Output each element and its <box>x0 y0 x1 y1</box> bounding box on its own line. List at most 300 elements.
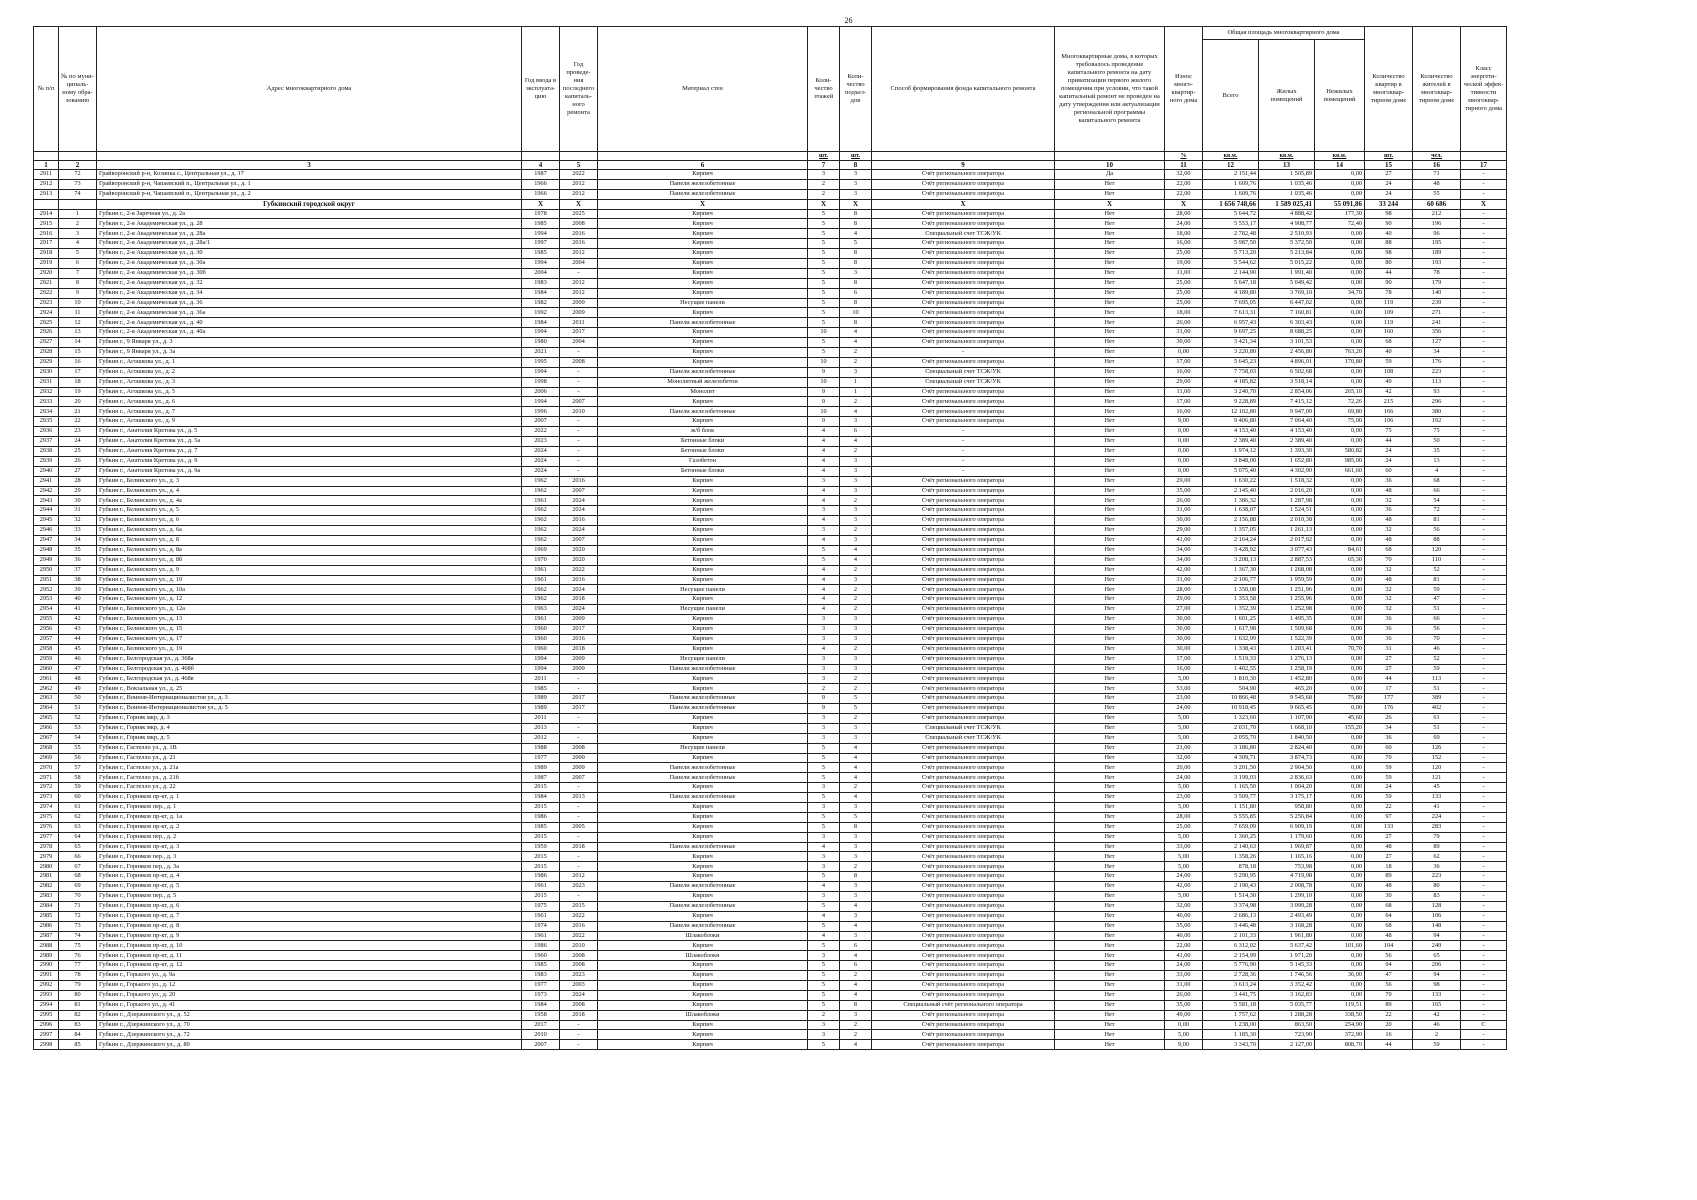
cell-area-living: 1 107,90 <box>1259 713 1315 723</box>
cell-num: 2980 <box>34 862 59 872</box>
cell-area-total: 5 644,72 <box>1203 209 1259 219</box>
cell-year-built: 1961 <box>522 496 560 506</box>
cell-area-total: 2 728,36 <box>1203 971 1259 981</box>
cell-year-built: 1974 <box>522 921 560 931</box>
cell-area-living: 3 168,28 <box>1259 921 1315 931</box>
cell-need-repair: Нет <box>1055 209 1165 219</box>
table-row <box>34 901 1507 911</box>
cell-entrances: 10 <box>840 308 872 318</box>
cell-area-nonliving: 69,80 <box>1315 407 1365 417</box>
cell-fund: Счёт регионального оператора <box>872 278 1055 288</box>
cell-walls: Кирпич <box>598 911 808 921</box>
cell-year-built: 1985 <box>522 961 560 971</box>
cell-apartments: 24 <box>1365 456 1413 466</box>
cell-address: Губкин г., Горняков пр-кт, д. 2 <box>97 822 522 832</box>
cell-need-repair: Нет <box>1055 1010 1165 1020</box>
cell-num: 2915 <box>34 219 59 229</box>
cell-residents: 179 <box>1413 278 1461 288</box>
cell-area-total: 2 686,13 <box>1203 911 1259 921</box>
cell-address: Губкин г., Белгородская ул., д. 368а <box>97 654 522 664</box>
cell-area-total: 1 632,99 <box>1203 634 1259 644</box>
cell-year-repair: - <box>560 437 598 447</box>
cell-entrances: 3 <box>840 624 872 634</box>
cell-year-built: 1996 <box>522 407 560 417</box>
cell-year-built: 2013 <box>522 723 560 733</box>
cell-area-nonliving: 0,00 <box>1315 338 1365 348</box>
cell-need-repair: Нет <box>1055 654 1165 664</box>
cell-area-total: 2 031,70 <box>1203 723 1259 733</box>
cell-area-living: 9 665,45 <box>1259 704 1315 714</box>
cell-fund: Счёт регионального оператора <box>872 357 1055 367</box>
cell-floors: 4 <box>808 565 840 575</box>
cell-fund: Счёт регионального оператора <box>872 664 1055 674</box>
cell-entrances: 3 <box>840 367 872 377</box>
cell-entrances: 3 <box>840 733 872 743</box>
cell-year-built: 2024 <box>522 446 560 456</box>
cell-area-living: 3 518,14 <box>1259 377 1315 387</box>
cell-walls: Кирпич <box>598 308 808 318</box>
cell-area-nonliving: 170,80 <box>1315 357 1365 367</box>
cell-area-total: 9 228,89 <box>1203 397 1259 407</box>
cell-floors: 5 <box>808 555 840 565</box>
cell-year-repair: 2016 <box>560 575 598 585</box>
cell-energy: - <box>1461 892 1507 902</box>
cell-entrances: 2 <box>840 348 872 358</box>
cell-apartments: 34 <box>1365 723 1413 733</box>
cell-entrances: 4 <box>840 763 872 773</box>
cell-walls: Кирпич <box>598 268 808 278</box>
cell-num: 2924 <box>34 308 59 318</box>
cell-apartments: 32 <box>1365 605 1413 615</box>
cell-address: Губкин г., Горького ул., д. 12 <box>97 981 522 991</box>
cell-year-built: 1983 <box>522 971 560 981</box>
cell-address: Губкин г., Агошкова ул., д. 9 <box>97 417 522 427</box>
cell-area-total: 1 367,30 <box>1203 565 1259 575</box>
cell-need-repair: Нет <box>1055 585 1165 595</box>
cell-year-repair: 2005 <box>560 822 598 832</box>
cell-area-living: 1 287,98 <box>1259 496 1315 506</box>
cell-year-repair: 2016 <box>560 921 598 931</box>
cell-wear: 31,00 <box>1165 506 1203 516</box>
cell-apartments: 98 <box>1365 209 1413 219</box>
cell-area-total: 3 848,00 <box>1203 456 1259 466</box>
cell-walls: Кирпич <box>598 624 808 634</box>
cell-energy: - <box>1461 684 1507 694</box>
cell-area-living: 1 251,96 <box>1259 585 1315 595</box>
cell-year-built: 1987 <box>522 170 560 180</box>
cell-apartments: 44 <box>1365 268 1413 278</box>
cell-wear: X <box>1165 199 1203 209</box>
cell-entrances: 4 <box>840 990 872 1000</box>
cell-apartments: 24 <box>1365 446 1413 456</box>
cell-address: Губкин г., 2-я Академическая ул., д. 34 <box>97 288 522 298</box>
cell-year-repair: - <box>560 456 598 466</box>
cell-area-nonliving: 119,51 <box>1315 1000 1365 1010</box>
cell-residents: 47 <box>1413 595 1461 605</box>
cell-address: Губкин г., Белинского ул., д. 15 <box>97 624 522 634</box>
cell-area-living: 5 145,33 <box>1259 961 1315 971</box>
cell-entrances: 3 <box>840 268 872 278</box>
cell-area-total: 2 190,43 <box>1203 882 1259 892</box>
cell-area-total: 3 199,03 <box>1203 773 1259 783</box>
cell-area-living: 1 276,13 <box>1259 654 1315 664</box>
cell-mun-num: 32 <box>59 516 97 526</box>
cell-wear: 31,00 <box>1165 575 1203 585</box>
cell-area-nonliving: 265,10 <box>1315 387 1365 397</box>
cell-area-total: 2 145,40 <box>1203 486 1259 496</box>
cell-mun-num: 55 <box>59 743 97 753</box>
cell-num: 2928 <box>34 348 59 358</box>
cell-walls: Кирпич <box>598 733 808 743</box>
cell-floors: 3 <box>808 832 840 842</box>
cell-floors: 3 <box>808 526 840 536</box>
column-number: 7 <box>808 161 840 170</box>
cell-year-built: 1982 <box>522 298 560 308</box>
cell-fund: - <box>872 446 1055 456</box>
table-row <box>34 397 1507 407</box>
cell-floors: 4 <box>808 427 840 437</box>
cell-num: 2971 <box>34 773 59 783</box>
cell-walls: Кирпич <box>598 496 808 506</box>
cell-area-living: 1 509,68 <box>1259 624 1315 634</box>
col-header-need-repair: Многоквартирные дома, в которых требовалось проведение капитального ремонта на дату приватизации первого жилого помещения при условии, что такой капитальный ремонт не проведен на дату утверждения или актуализации региональной программы капитального ремонта <box>1055 27 1165 152</box>
cell-floors: 5 <box>808 971 840 981</box>
cell-fund: Счёт регионального оператора <box>872 941 1055 951</box>
cell-need-repair: Нет <box>1055 971 1165 981</box>
cell-year-repair: 2024 <box>560 506 598 516</box>
cell-mun-num: 28 <box>59 476 97 486</box>
cell-wear: 30,00 <box>1165 338 1203 348</box>
cell-floors: 5 <box>808 239 840 249</box>
cell-year-repair: 2009 <box>560 654 598 664</box>
cell-energy: - <box>1461 209 1507 219</box>
cell-walls: Несущие панели <box>598 585 808 595</box>
cell-need-repair: Нет <box>1055 882 1165 892</box>
cell-area-total: 5 987,50 <box>1203 239 1259 249</box>
cell-year-built: 2006 <box>522 387 560 397</box>
cell-residents: 65 <box>1413 951 1461 961</box>
cell-need-repair: X <box>1055 199 1165 209</box>
cell-mun-num: 72 <box>59 170 97 180</box>
cell-floors: 5 <box>808 872 840 882</box>
cell-num: 2939 <box>34 456 59 466</box>
cell-wear: 24,00 <box>1165 773 1203 783</box>
cell-residents: 68 <box>1413 476 1461 486</box>
cell-mun-num: 3 <box>59 229 97 239</box>
cell-area-living: 1 518,32 <box>1259 476 1315 486</box>
column-number: 17 <box>1461 161 1507 170</box>
cell-mun-num: 76 <box>59 951 97 961</box>
cell-address: Губкин г., Горняков пер., д. 3 <box>97 852 522 862</box>
cell-year-built: 2022 <box>522 427 560 437</box>
cell-mun-num: 19 <box>59 387 97 397</box>
column-number: 13 <box>1259 161 1315 170</box>
cell-fund: Счёт регионального оператора <box>872 812 1055 822</box>
cell-wear: 19,00 <box>1165 259 1203 269</box>
cell-walls: Монолит <box>598 387 808 397</box>
cell-mun-num: 54 <box>59 733 97 743</box>
cell-residents: 71 <box>1413 170 1461 180</box>
cell-year-repair: 2022 <box>560 931 598 941</box>
cell-fund: Счёт регионального оператора <box>872 308 1055 318</box>
cell-area-total: 5 290,95 <box>1203 872 1259 882</box>
table-row <box>34 170 1507 180</box>
cell-num: 2985 <box>34 911 59 921</box>
cell-residents: 241 <box>1413 318 1461 328</box>
cell-address: Губкин г., Вокзальная ул., д. 25 <box>97 684 522 694</box>
cell-floors: 5 <box>808 1040 840 1050</box>
cell-fund: Счёт регионального оператора <box>872 1030 1055 1040</box>
cell-residents: 93 <box>1413 387 1461 397</box>
cell-year-built: 1977 <box>522 753 560 763</box>
cell-floors: 4 <box>808 575 840 585</box>
cell-wear: 16,00 <box>1165 407 1203 417</box>
cell-floors: 5 <box>808 753 840 763</box>
cell-area-living: 2 016,20 <box>1259 486 1315 496</box>
cell-walls: Панели железобетонные <box>598 694 808 704</box>
cell-mun-num: 34 <box>59 535 97 545</box>
cell-floors: 2 <box>808 189 840 199</box>
cell-apartments: 40 <box>1365 348 1413 358</box>
cell-energy: - <box>1461 832 1507 842</box>
cell-area-total: 1 350,08 <box>1203 585 1259 595</box>
cell-residents: 223 <box>1413 367 1461 377</box>
cell-area-nonliving: 0,00 <box>1315 961 1365 971</box>
cell-address: Губкин г., Воинов-Интернационалистов ул., д. 3 <box>97 694 522 704</box>
cell-num: 2930 <box>34 367 59 377</box>
cell-residents: 283 <box>1413 822 1461 832</box>
cell-need-repair: Нет <box>1055 733 1165 743</box>
cell-need-repair: Нет <box>1055 634 1165 644</box>
column-number: 9 <box>872 161 1055 170</box>
cell-year-repair: 2024 <box>560 585 598 595</box>
cell-area-living: 753,98 <box>1259 862 1315 872</box>
cell-year-built: 2015 <box>522 862 560 872</box>
cell-apartments: 68 <box>1365 901 1413 911</box>
cell-area-nonliving: 70,70 <box>1315 644 1365 654</box>
cell-area-total: 5 647,18 <box>1203 278 1259 288</box>
cell-num: 2977 <box>34 832 59 842</box>
cell-floors: 3 <box>808 654 840 664</box>
cell-walls: Панели железобетонные <box>598 407 808 417</box>
cell-area-living: 1 746,56 <box>1259 971 1315 981</box>
cell-year-built: 2010 <box>522 1030 560 1040</box>
cell-floors: 5 <box>808 545 840 555</box>
table-row <box>34 664 1507 674</box>
cell-floors: 5 <box>808 348 840 358</box>
cell-wear: 25,00 <box>1165 822 1203 832</box>
cell-wear: 28,00 <box>1165 209 1203 219</box>
cell-apartments: 32 <box>1365 595 1413 605</box>
cell-entrances: 5 <box>840 239 872 249</box>
cell-area-total: 1 357,05 <box>1203 526 1259 536</box>
cell-address: Грайворонский р-н, Чапаевский п., Центральная ул., д. 2 <box>97 189 522 199</box>
cell-area-living: 1 261,13 <box>1259 526 1315 536</box>
cell-area-living: 1 258,19 <box>1259 664 1315 674</box>
cell-fund: Счёт регионального оператора <box>872 822 1055 832</box>
cell-apartments: 36 <box>1365 624 1413 634</box>
cell-entrances: 3 <box>840 417 872 427</box>
cell-area-living: 2 854,06 <box>1259 387 1315 397</box>
cell-residents: 113 <box>1413 674 1461 684</box>
cell-mun-num: 53 <box>59 723 97 733</box>
cell-floors: 4 <box>808 466 840 476</box>
cell-floors: 4 <box>808 437 840 447</box>
table-row <box>34 427 1507 437</box>
cell-mun-num: 85 <box>59 1040 97 1050</box>
cell-mun-num: 84 <box>59 1030 97 1040</box>
cell-floors: 3 <box>808 615 840 625</box>
cell-address: Губкин г., Горького ул., д. 9а <box>97 971 522 981</box>
cell-year-built: 1963 <box>522 605 560 615</box>
cell-area-total: 1 151,80 <box>1203 803 1259 813</box>
cell-need-repair: Нет <box>1055 565 1165 575</box>
cell-area-nonliving: 177,30 <box>1315 209 1365 219</box>
cell-mun-num: 48 <box>59 674 97 684</box>
cell-floors: 5 <box>808 209 840 219</box>
cell-residents: 72 <box>1413 506 1461 516</box>
cell-num: 2975 <box>34 812 59 822</box>
cell-floors: 3 <box>808 624 840 634</box>
cell-entrances: 3 <box>840 179 872 189</box>
cell-year-repair: - <box>560 832 598 842</box>
cell-area-nonliving: 0,00 <box>1315 427 1365 437</box>
cell-need-repair: Нет <box>1055 713 1165 723</box>
cell-mun-num: 1 <box>59 209 97 219</box>
cell-address: Губкин г., Агошкова ул., д. 2 <box>97 367 522 377</box>
cell-wear: 26,00 <box>1165 318 1203 328</box>
cell-energy: - <box>1461 634 1507 644</box>
cell-fund: Счёт регионального оператора <box>872 911 1055 921</box>
cell-apartments: 97 <box>1365 812 1413 822</box>
cell-apartments: 89 <box>1365 872 1413 882</box>
cell-energy: - <box>1461 812 1507 822</box>
cell-mun-num: 22 <box>59 417 97 427</box>
cell-num: 2982 <box>34 882 59 892</box>
cell-num: 2987 <box>34 931 59 941</box>
cell-area-total: 1 519,33 <box>1203 654 1259 664</box>
cell-year-built: 1992 <box>522 308 560 318</box>
cell-fund: Счёт регионального оператора <box>872 555 1055 565</box>
cell-mun-num: 72 <box>59 911 97 921</box>
cell-walls: Кирпич <box>598 545 808 555</box>
cell-area-total: 1 185,30 <box>1203 1030 1259 1040</box>
cell-num: 2936 <box>34 427 59 437</box>
col-header-entrances: Коли-чество подъез-дов <box>840 27 872 152</box>
cell-residents: 88 <box>1413 535 1461 545</box>
cell-year-repair: 2023 <box>560 971 598 981</box>
table-row <box>34 1040 1507 1050</box>
cell-need-repair: Нет <box>1055 832 1165 842</box>
cell-area-total: 1 609,76 <box>1203 189 1259 199</box>
cell-area-nonliving: 0,00 <box>1315 486 1365 496</box>
cell-apartments: 36 <box>1365 476 1413 486</box>
cell-year-repair: 2016 <box>560 516 598 526</box>
cell-area-nonliving: 0,00 <box>1315 179 1365 189</box>
cell-area-total: 5 075,40 <box>1203 466 1259 476</box>
cell-entrances: 3 <box>840 189 872 199</box>
cell-mun-num: 42 <box>59 615 97 625</box>
cell-area-living: 1 255,96 <box>1259 595 1315 605</box>
cell-need-repair: Нет <box>1055 496 1165 506</box>
table-row <box>34 921 1507 931</box>
cell-mun-num: 47 <box>59 664 97 674</box>
cell-energy: - <box>1461 921 1507 931</box>
cell-entrances: 2 <box>840 357 872 367</box>
cell-energy: С <box>1461 1020 1507 1030</box>
cell-area-living: 2 017,92 <box>1259 535 1315 545</box>
cell-area-total: 2 140,63 <box>1203 842 1259 852</box>
cell-mun-num: 23 <box>59 427 97 437</box>
cell-wear: 0,00 <box>1165 466 1203 476</box>
cell-need-repair: Нет <box>1055 476 1165 486</box>
cell-energy: - <box>1461 189 1507 199</box>
cell-residents: 59 <box>1413 1040 1461 1050</box>
cell-wear: 30,00 <box>1165 634 1203 644</box>
cell-fund: Счёт регионального оператора <box>872 981 1055 991</box>
cell-area-total: 2 164,24 <box>1203 535 1259 545</box>
cell-area-nonliving: 0,00 <box>1315 278 1365 288</box>
cell-floors: 9 <box>808 367 840 377</box>
cell-wear: 25,00 <box>1165 298 1203 308</box>
cell-area-living: 3 874,73 <box>1259 753 1315 763</box>
cell-fund: Счёт регионального оператора <box>872 219 1055 229</box>
cell-area-total: 1 656 748,66 <box>1203 199 1259 209</box>
cell-fund: Счёт регионального оператора <box>872 961 1055 971</box>
cell-year-built: 1962 <box>522 516 560 526</box>
cell-area-total: 1 238,00 <box>1203 1020 1259 1030</box>
cell-apartments: 177 <box>1365 694 1413 704</box>
cell-year-built: 1960 <box>522 634 560 644</box>
col-header-address: Адрес многоквартирного дома <box>97 27 522 152</box>
cell-entrances: 2 <box>840 526 872 536</box>
cell-entrances: 3 <box>840 615 872 625</box>
cell-floors: 4 <box>808 644 840 654</box>
cell-year-built: 2021 <box>522 348 560 358</box>
cell-address: Губкин г., Гастелло ул., д. 1В <box>97 743 522 753</box>
cell-address: Грайворонский р-н, Козинка с., Центральная ул., д. 17 <box>97 170 522 180</box>
cell-floors: 3 <box>808 674 840 684</box>
col-header-area-group: Общая площадь многоквартирного дома <box>1203 27 1365 40</box>
cell-apartments: 68 <box>1365 338 1413 348</box>
cell-area-nonliving: 0,00 <box>1315 733 1365 743</box>
cell-area-total: 12 102,80 <box>1203 407 1259 417</box>
cell-need-repair: Нет <box>1055 249 1165 259</box>
cell-area-living: 5 015,22 <box>1259 259 1315 269</box>
cell-floors: 5 <box>808 812 840 822</box>
cell-wear: 24,00 <box>1165 961 1203 971</box>
cell-wear: 11,00 <box>1165 387 1203 397</box>
cell-energy: - <box>1461 446 1507 456</box>
cell-area-living: 1 165,16 <box>1259 852 1315 862</box>
cell-entrances: 4 <box>840 743 872 753</box>
cell-walls: Кирпич <box>598 348 808 358</box>
cell-area-nonliving: 0,00 <box>1315 605 1365 615</box>
cell-need-repair: Да <box>1055 170 1165 180</box>
cell-num: 2955 <box>34 615 59 625</box>
cell-wear: 25,00 <box>1165 278 1203 288</box>
cell-entrances: 8 <box>840 219 872 229</box>
cell-floors: 5 <box>808 941 840 951</box>
table-row <box>34 456 1507 466</box>
cell-energy: - <box>1461 941 1507 951</box>
cell-floors: 5 <box>808 822 840 832</box>
cell-area-total: 1 338,43 <box>1203 644 1259 654</box>
column-number: 1 <box>34 161 59 170</box>
cell-year-repair: 2008 <box>560 951 598 961</box>
cell-fund: Счёт регионального оператора <box>872 239 1055 249</box>
cell-fund: Счёт регионального оператора <box>872 209 1055 219</box>
